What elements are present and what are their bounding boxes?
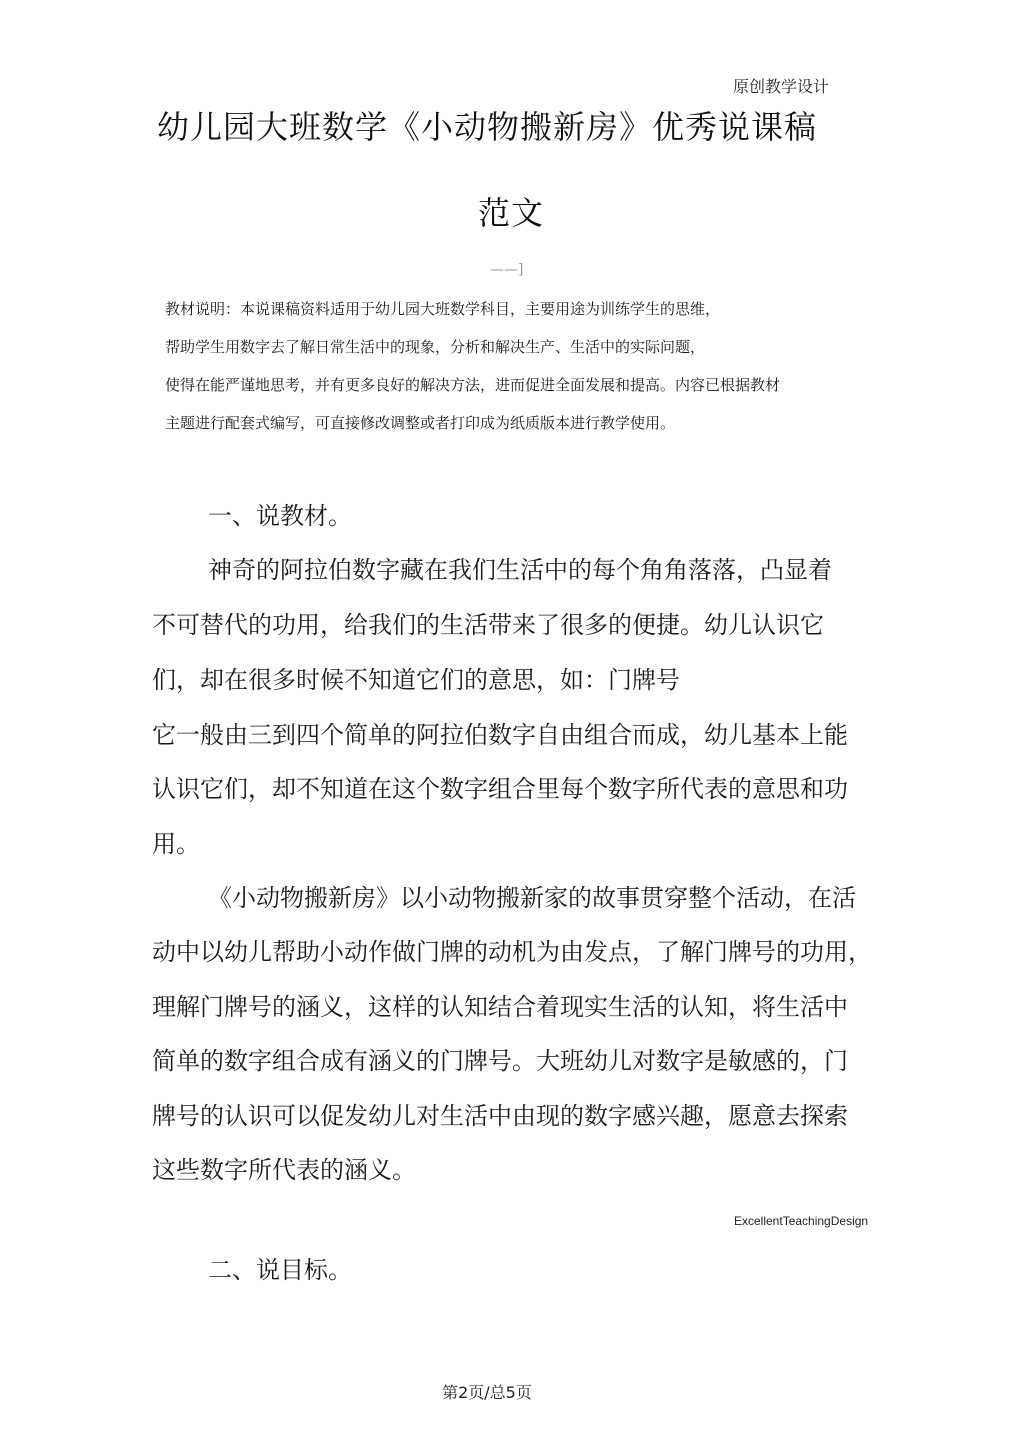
- header-label: 原创教学设计: [733, 77, 830, 96]
- intro-line: 教材说明：本说课稿资料适用于幼儿园大班数学科目，主要用途为训练学生的思维，: [165, 300, 721, 318]
- paragraph-line: 《小动物搬新房》以小动物搬新家的故事贯穿整个活动，在活: [208, 884, 856, 912]
- document-title-line2: 范文: [477, 194, 544, 232]
- intro-line: 使得在能严谨地思考，并有更多良好的解决方法，进而促进全面发展和提高。内容已根据教材: [165, 376, 781, 394]
- intro-line: 主题进行配套式编写，可直接修改调整或者打印成为纸质版本进行教学使用。: [165, 414, 676, 432]
- section-heading: 二、说目标。: [208, 1256, 352, 1284]
- paragraph-line: 认识它们，却不知道在这个数字组合里每个数字所代表的意思和功: [152, 775, 848, 803]
- paragraph-line: 牌号的认识可以促发幼儿对生活中由现的数字感兴趣，愿意去探索: [152, 1102, 848, 1130]
- footer-brand: ExcellentTeachingDesign: [734, 1214, 869, 1228]
- paragraph-line: 简单的数字组合成有涵义的门牌号。大班幼儿对数字是敏感的，门: [152, 1047, 848, 1075]
- page-indicator: 第2页/总5页: [442, 1383, 532, 1402]
- section-heading: 一、说教材。: [208, 502, 352, 530]
- intro-line: 帮助学生用数字去了解日常生活中的现象，分析和解决生产、生活中的实际问题，: [165, 338, 706, 356]
- paragraph-line: 它一般由三到四个简单的阿拉伯数字自由组合而成，幼儿基本上能: [152, 721, 848, 749]
- paragraph-line: 神奇的阿拉伯数字藏在我们生活中的每个角角落落，凸显着: [208, 556, 832, 584]
- paragraph-line: 们，却在很多时候不知道它们的意思，如：门牌号: [152, 666, 680, 694]
- document-title-line1: 幼儿园大班数学《小动物搬新房》优秀说课稿: [156, 108, 817, 146]
- title-divider: ——]: [490, 262, 524, 278]
- paragraph-line: 动中以幼儿帮助小动作做门牌的动机为由发点，了解门牌号的功用，: [152, 938, 872, 966]
- paragraph-line: 用。: [152, 830, 200, 858]
- paragraph-line: 理解门牌号的涵义，这样的认知结合着现实生活的认知，将生活中: [152, 993, 848, 1021]
- paragraph-line: 不可替代的功用，给我们的生活带来了很多的便捷。幼儿认识它: [152, 611, 824, 639]
- paragraph-line: 这些数字所代表的涵义。: [152, 1156, 416, 1184]
